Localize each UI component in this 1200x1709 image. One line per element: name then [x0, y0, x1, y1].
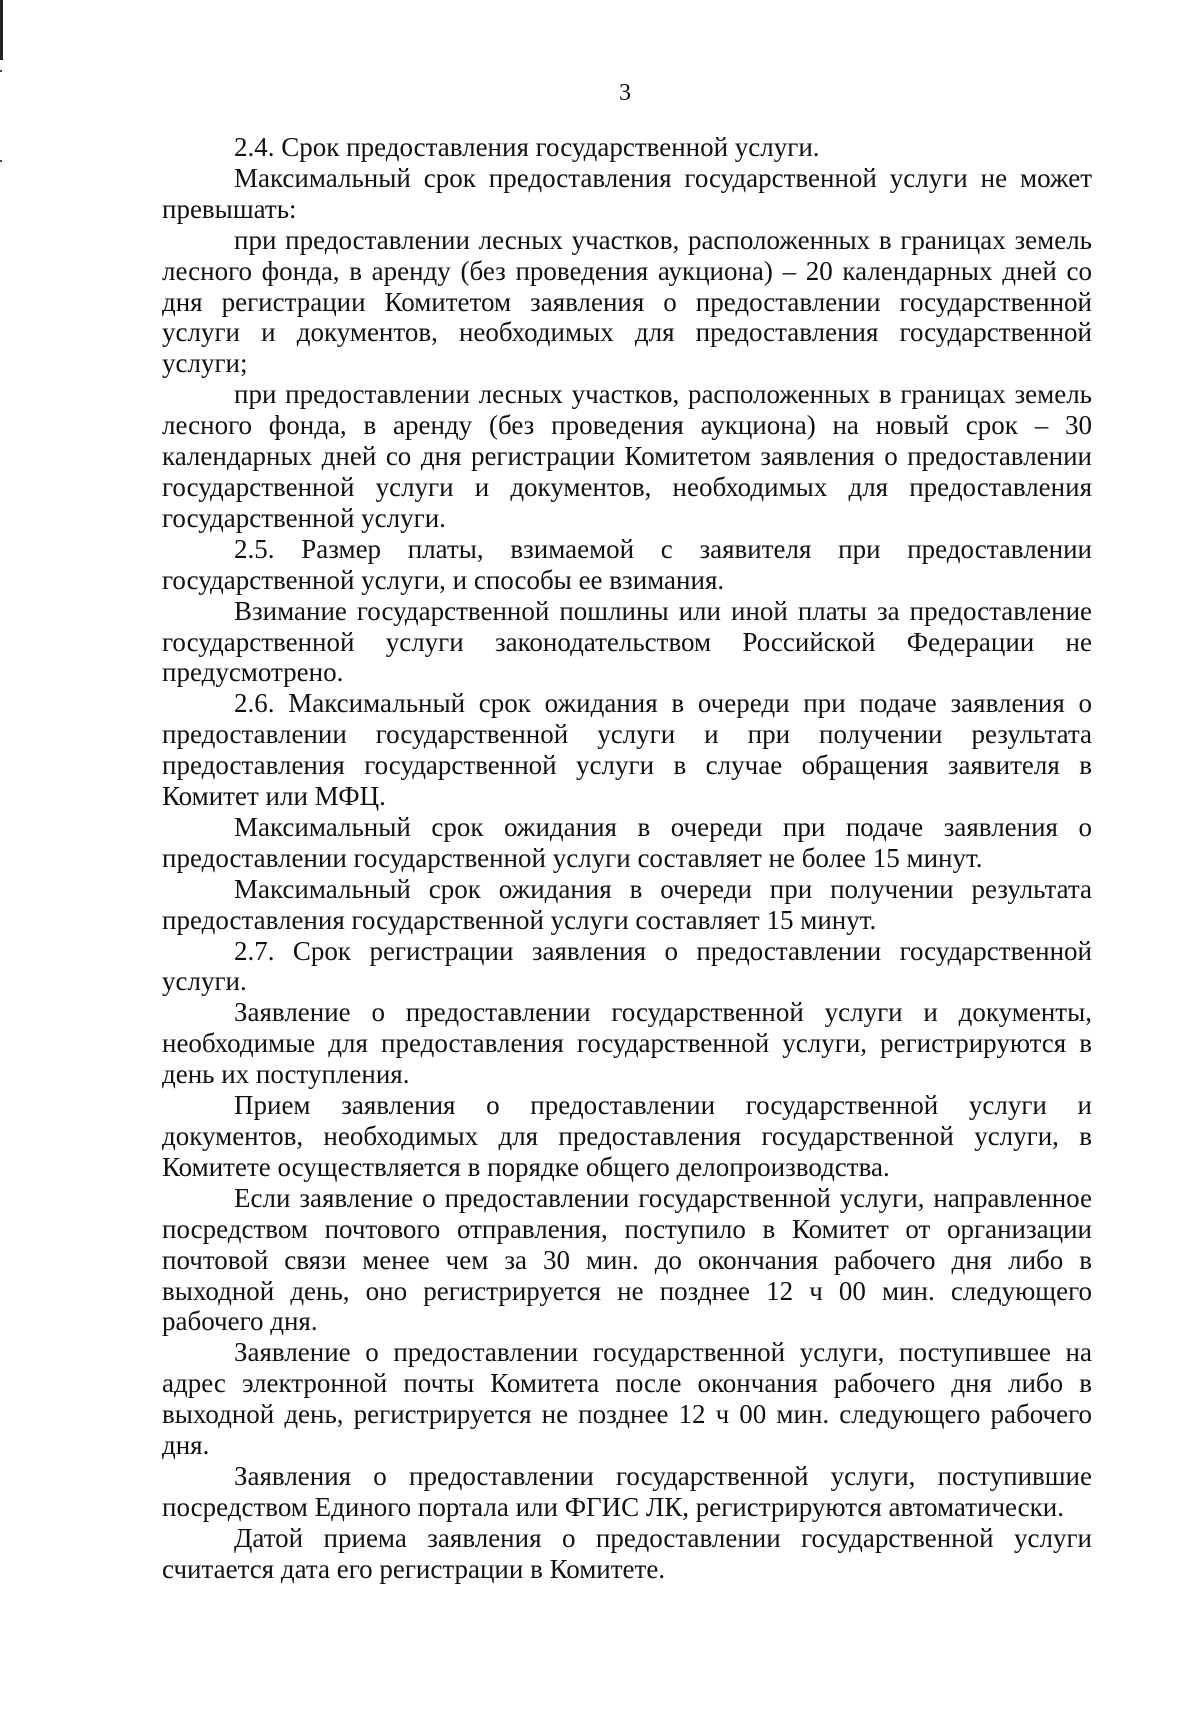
- scan-dot: [0, 70, 2, 72]
- paragraph: Заявление о предоставлении государственной услуги, поступившее на адрес электронной почты Комитета после окончания рабочего дня либо в выходной день, регистрируется не позднее 12 ч 00 мин. следующего рабочего дня.: [162, 1337, 1092, 1461]
- paragraph: Прием заявления о предоставлении государственной услуги и документов, необходимых для предоставления государственной услуги, в Комитете осуществляется в порядке общего делопроизводства.: [162, 1090, 1092, 1182]
- section-heading-2-5: 2.5. Размер платы, взимаемой с заявителя при предоставлении государственной услуги, и способы ее взимания.: [162, 533, 1092, 595]
- section-heading-2-4: 2.4. Срок предоставления государственной услуги.: [234, 132, 820, 162]
- paragraph: Заявление о предоставлении государственной услуги и документы, необходимые для предоставления государственной услуги, регистрируются в день их поступления.: [162, 997, 1092, 1090]
- page-number: 3: [619, 80, 631, 106]
- paragraph: Максимальный срок ожидания в очереди при подаче заявления о предоставлении государственной услуги составляет не более 15 минут.: [162, 811, 1092, 873]
- paragraph: Если заявление о предоставлении государственной услуги, направленное посредством почтового отправления, поступило в Комитет от организации почтовой связи менее чем за 30 мин. до окончания рабочего дня либо в выходной день, оно регистрируется не позднее 12 ч 00 мин. следующего рабочего дня.: [162, 1182, 1092, 1337]
- document-body: [162, 132, 1092, 1585]
- paragraph: Максимальный срок ожидания в очереди при получении результата предоставления государственной услуги составляет 15 минут.: [162, 873, 1092, 935]
- paragraph: Максимальный срок предоставления государственной услуги не может превышать:: [162, 162, 1092, 224]
- paragraph: Заявления о предоставлении государственной услуги, поступившие посредством Единого портала или ФГИС ЛК, регистрируются автоматически.: [162, 1460, 1092, 1522]
- paragraph: при предоставлении лесных участков, расположенных в границах земель лесного фонда, в аренду (без проведения аукциона) – 20 календарных дней со дня регистрации Комитетом заявления о предоставлении государственной услуги и документов, необходимых для предоставления государственной услуги;: [162, 224, 1092, 379]
- paragraph: при предоставлении лесных участков, расположенных в границах земель лесного фонда, в аренду (без проведения аукциона) на новый срок – 30 календарных дней со дня регистрации Комитетом заявления о предоставлении государственной услуги и документов, необходимых для предоставления государственной услуги.: [162, 379, 1092, 533]
- section-heading-2-6: 2.6. Максимальный срок ожидания в очереди при подаче заявления о предоставлении государственной услуги и при получении результата предоставления государственной услуги в случае обращения заявителя в Комитет или МФЦ.: [162, 688, 1092, 812]
- section-heading-2-7: 2.7. Срок регистрации заявления о предоставлении государственной услуги.: [162, 935, 1092, 997]
- scan-edge-mark: [0, 0, 3, 60]
- paragraph: Взимание государственной пошлины или иной платы за предоставление государственной услуги законодательством Российской Федерации не предусмотрено.: [162, 595, 1092, 688]
- paragraph: Датой приема заявления о предоставлении государственной услуги считается дата его регистрации в Комитете.: [162, 1522, 1092, 1584]
- scan-dot: [0, 160, 2, 162]
